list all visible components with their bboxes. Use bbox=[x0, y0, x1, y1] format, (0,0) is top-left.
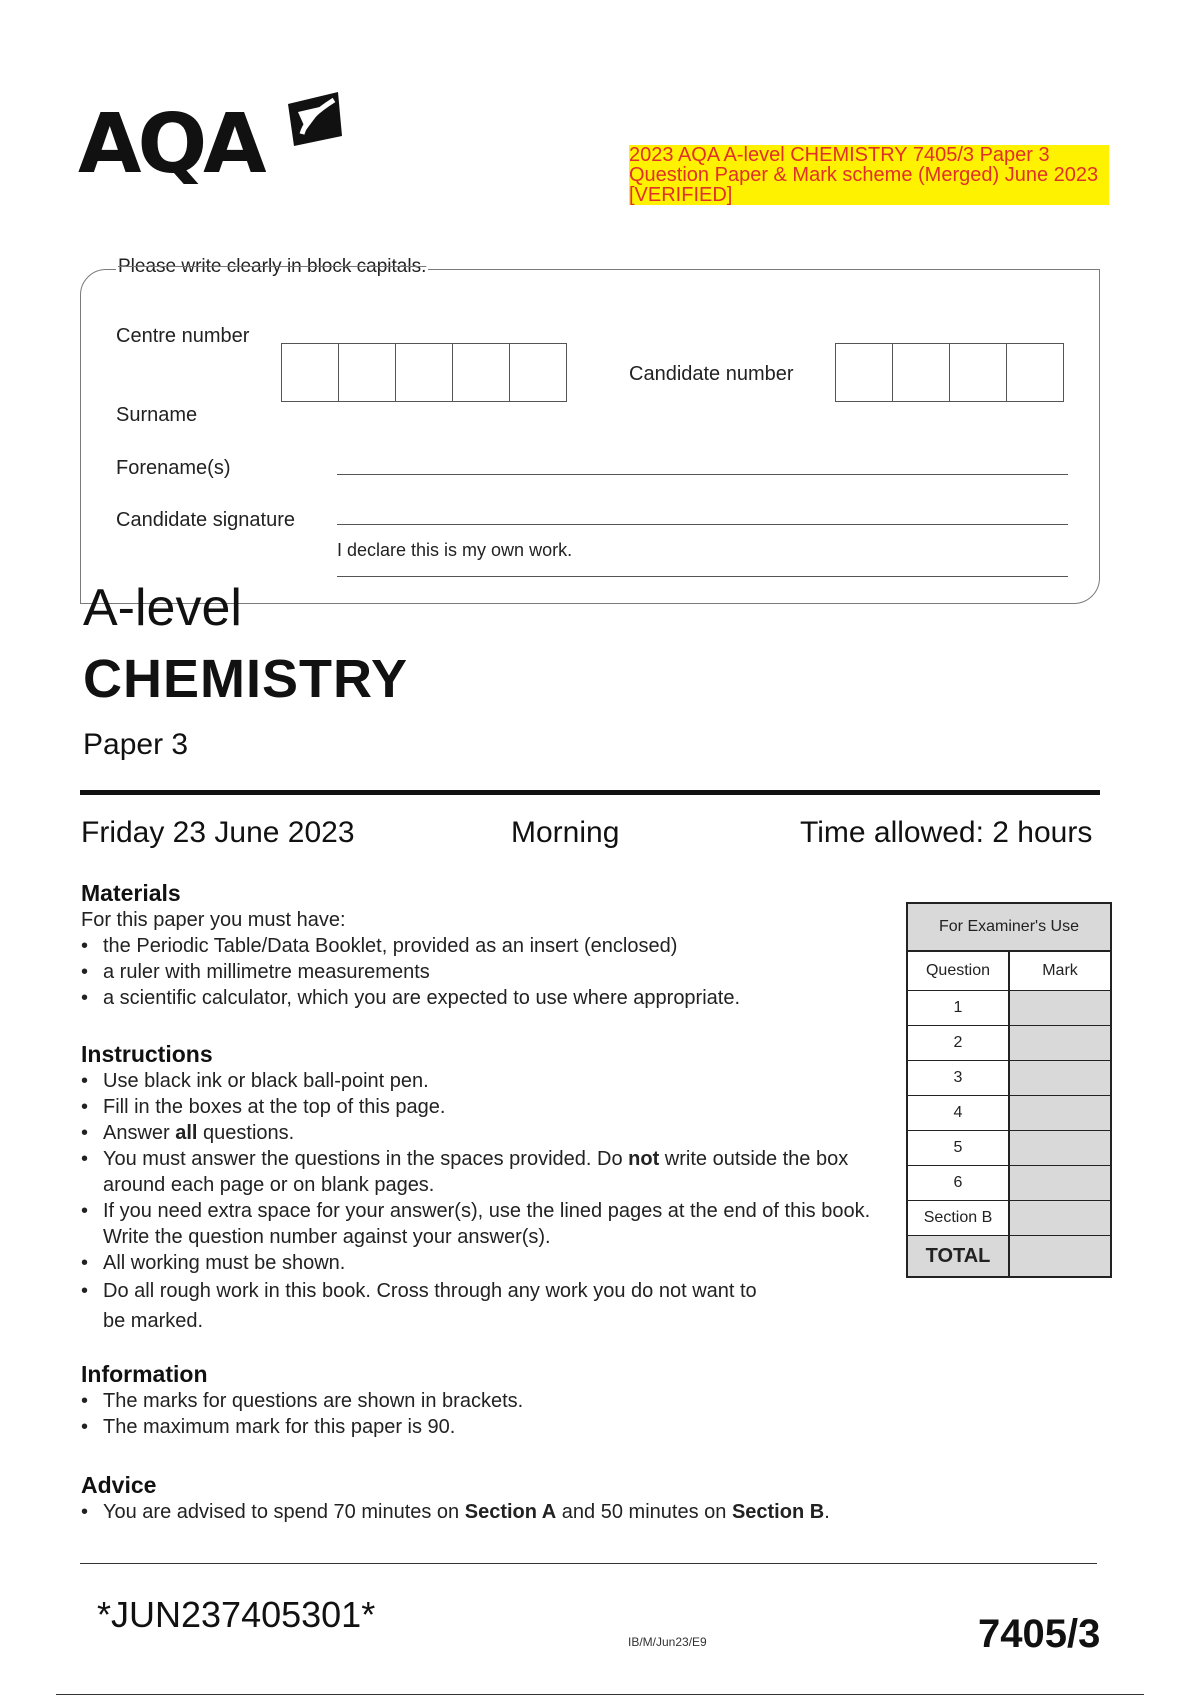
information-title: Information bbox=[81, 1361, 208, 1387]
emphasis: not bbox=[628, 1148, 660, 1170]
mark-cell bbox=[1010, 1166, 1110, 1200]
highlight-note: 2023 AQA A-level CHEMISTRY 7405/3 Paper 3 Question Paper & Mark scheme (Merged) June 2023 [VERIFIED] bbox=[629, 145, 1109, 205]
total-mark-cell bbox=[1010, 1236, 1110, 1276]
mark-cell bbox=[1010, 1061, 1110, 1095]
emphasis: all bbox=[175, 1122, 198, 1144]
list-item: • a ruler with millimetre measurements bbox=[81, 959, 881, 985]
candidate-number-label: Candidate number bbox=[629, 363, 794, 385]
paper-code: 7405/3 bbox=[978, 1612, 1101, 1656]
mark-column-header: Mark bbox=[1010, 952, 1110, 990]
table-row bbox=[908, 1166, 1110, 1201]
question-cell: 5 bbox=[908, 1131, 1010, 1165]
logo-text: AQA bbox=[78, 97, 263, 192]
instructions-title: Instructions bbox=[81, 1041, 213, 1067]
emphasis: Section B bbox=[731, 1501, 825, 1523]
table-row bbox=[908, 1026, 1110, 1061]
aqa-logo bbox=[78, 96, 358, 196]
signature-label: Candidate signature bbox=[116, 509, 296, 531]
declaration-text: I declare this is my own work. bbox=[337, 540, 573, 560]
title-rule bbox=[80, 790, 1100, 795]
mark-cell bbox=[1010, 1131, 1110, 1165]
text-run: You must answer the questions in the spaces provided. Do bbox=[103, 1148, 629, 1170]
level-title: A-level bbox=[83, 579, 242, 637]
forename-line[interactable] bbox=[337, 474, 1068, 475]
question-column-header: Question bbox=[908, 952, 1010, 990]
table-row bbox=[908, 991, 1110, 1026]
centre-digit-box[interactable] bbox=[338, 343, 396, 402]
list-item: • Do all rough work in this book. Cross through any work you do not want to be marked. bbox=[81, 1276, 763, 1336]
materials-section bbox=[81, 880, 881, 1011]
bottom-rule bbox=[56, 1694, 1144, 1695]
candidate-digit-box[interactable] bbox=[835, 343, 893, 402]
instructions-list bbox=[81, 1068, 871, 1336]
list-item bbox=[81, 1146, 871, 1198]
question-cell: 4 bbox=[908, 1096, 1010, 1130]
text-run: questions. bbox=[197, 1122, 295, 1144]
question-cell: Section B bbox=[908, 1201, 1010, 1235]
list-item: • a scientific calculator, which you are expected to use where appropriate. bbox=[81, 985, 881, 1011]
signature-line[interactable] bbox=[337, 524, 1068, 525]
materials-list bbox=[81, 933, 881, 1011]
text-run: You are advised to spend 70 minutes on bbox=[103, 1501, 465, 1523]
examiner-use-table bbox=[906, 902, 1112, 1278]
forename-label: Forename(s) bbox=[116, 457, 231, 479]
examiner-table-title: For Examiner's Use bbox=[908, 904, 1110, 952]
surname-label: Surname bbox=[116, 404, 198, 426]
table-row bbox=[908, 1201, 1110, 1236]
emphasis: Section A bbox=[464, 1501, 557, 1523]
list-item: • All working must be shown. bbox=[81, 1250, 871, 1276]
question-cell: 3 bbox=[908, 1061, 1010, 1095]
list-item bbox=[81, 1120, 871, 1146]
table-row bbox=[908, 1131, 1110, 1166]
text-run: write outside the box around each page or on blank pages. bbox=[103, 1148, 849, 1196]
footer-rule bbox=[80, 1563, 1097, 1564]
mark-cell bbox=[1010, 1096, 1110, 1130]
centre-digit-box[interactable] bbox=[281, 343, 339, 402]
subject-title: CHEMISTRY bbox=[83, 649, 409, 709]
exam-session: Morning bbox=[511, 816, 620, 849]
text-run: Answer bbox=[103, 1122, 176, 1144]
information-list bbox=[81, 1388, 871, 1440]
candidate-digit-box[interactable] bbox=[949, 343, 1007, 402]
total-label: TOTAL bbox=[908, 1236, 1010, 1276]
exam-date: Friday 23 June 2023 bbox=[81, 816, 355, 849]
question-cell: 6 bbox=[908, 1166, 1010, 1200]
advice-section bbox=[81, 1472, 1081, 1525]
paper-title: Paper 3 bbox=[83, 728, 189, 761]
list-item: • The maximum mark for this paper is 90. bbox=[81, 1414, 871, 1440]
mark-cell bbox=[1010, 991, 1110, 1025]
aqa-leaf-icon bbox=[284, 90, 346, 148]
materials-intro: For this paper you must have: bbox=[81, 909, 346, 931]
information-section bbox=[81, 1361, 871, 1440]
table-row bbox=[908, 1096, 1110, 1131]
question-cell: 1 bbox=[908, 991, 1010, 1025]
question-cell: 2 bbox=[908, 1026, 1010, 1060]
centre-digit-box[interactable] bbox=[395, 343, 453, 402]
centre-digit-box[interactable] bbox=[452, 343, 510, 402]
advice-title: Advice bbox=[81, 1472, 157, 1498]
list-item: • If you need extra space for your answer(s), use the lined pages at the end of this book. Write the question number against your answer(s). bbox=[81, 1198, 871, 1250]
examiner-table-header bbox=[908, 952, 1110, 991]
barcode-text: *JUN237405301* bbox=[97, 1594, 376, 1635]
mark-cell bbox=[1010, 1201, 1110, 1235]
text-run: and 50 minutes on bbox=[556, 1501, 732, 1523]
candidate-digit-box[interactable] bbox=[1006, 343, 1064, 402]
candidate-digit-box[interactable] bbox=[892, 343, 950, 402]
declaration-line bbox=[337, 576, 1068, 577]
centre-digit-box[interactable] bbox=[509, 343, 567, 402]
paper-reference: IB/M/Jun23/E9 bbox=[628, 1635, 707, 1649]
centre-number-label: Centre number bbox=[116, 325, 250, 347]
candidate-details-box bbox=[80, 269, 1100, 604]
instructions-section bbox=[81, 1041, 871, 1336]
time-allowed: Time allowed: 2 hours bbox=[800, 816, 1093, 849]
candidate-number-boxes bbox=[836, 343, 1064, 402]
materials-title: Materials bbox=[81, 880, 181, 906]
text-run: . bbox=[824, 1501, 830, 1523]
table-row bbox=[908, 1061, 1110, 1096]
list-item: • Fill in the boxes at the top of this page. bbox=[81, 1094, 871, 1120]
list-item: • the Periodic Table/Data Booklet, provided as an insert (enclosed) bbox=[81, 933, 881, 959]
list-item: • The marks for questions are shown in brackets. bbox=[81, 1388, 871, 1414]
total-row bbox=[908, 1236, 1110, 1276]
list-item: • Use black ink or black ball-point pen. bbox=[81, 1068, 871, 1094]
mark-cell bbox=[1010, 1026, 1110, 1060]
candidate-box-heading: Please write clearly in block capitals. bbox=[118, 256, 427, 277]
list-item bbox=[81, 1499, 1081, 1525]
centre-number-boxes bbox=[282, 343, 567, 402]
advice-list bbox=[81, 1499, 1081, 1525]
